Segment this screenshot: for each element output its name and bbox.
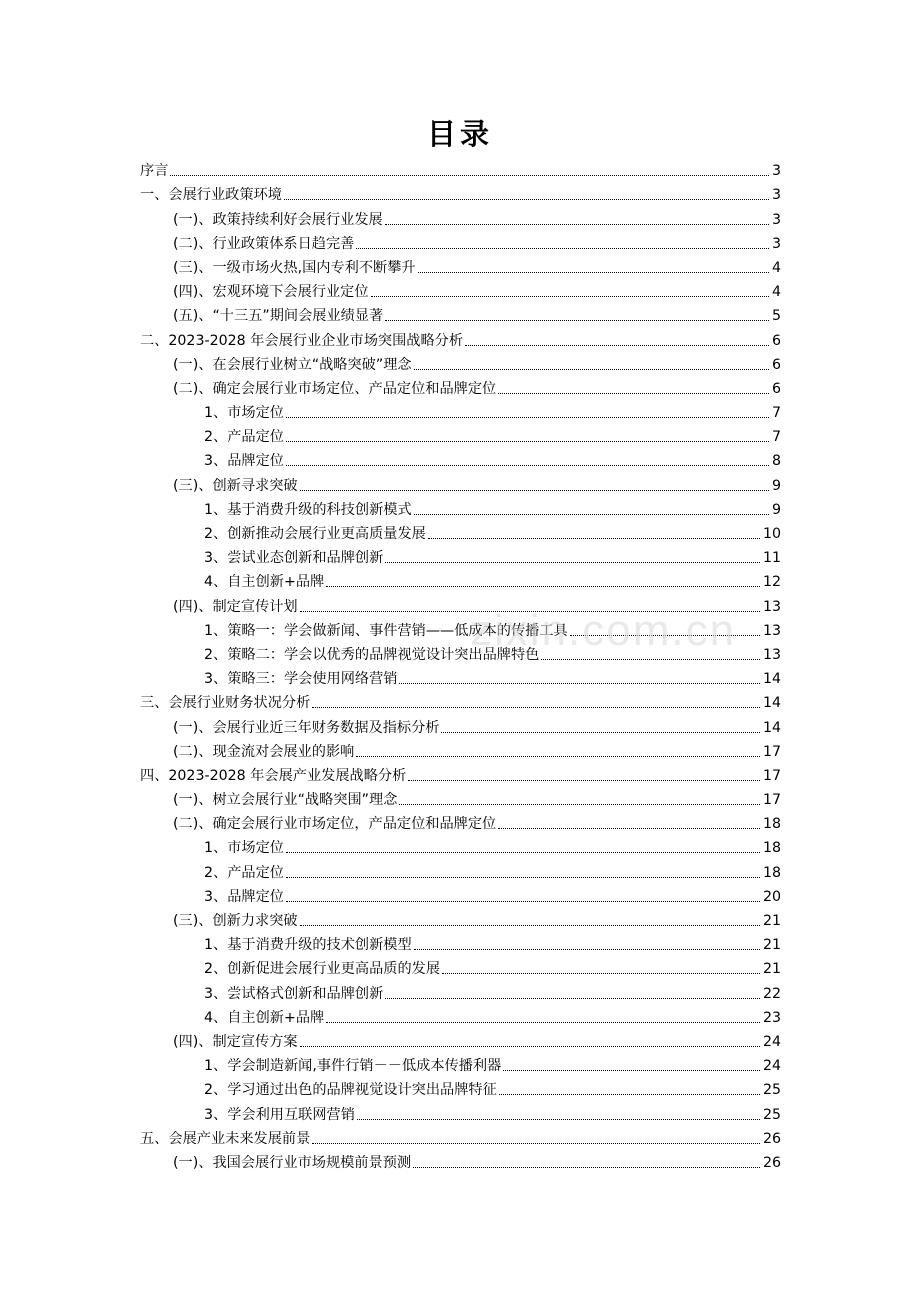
toc-entry-title: 一、会展行业政策环境 — [140, 187, 282, 204]
toc-dot-leader — [356, 756, 760, 757]
toc-entry-title: 2、创新推动会展行业更高质量发展 — [204, 526, 426, 542]
toc-entry-page-number: 4 — [771, 259, 781, 276]
toc-dot-leader — [300, 1046, 760, 1047]
toc-entry-title: 1、基于消费升级的科技创新模式 — [204, 501, 412, 518]
watermark-text: zixin.com.cn — [470, 606, 737, 655]
toc-entry-page-number: 24 — [762, 1058, 781, 1075]
toc-entry-title: (四)、宏观环境下会展行业定位 — [173, 284, 369, 301]
toc-entry[interactable] — [140, 980, 781, 1004]
toc-entry-page-number: 26 — [762, 1130, 781, 1147]
toc-entry-page-number: 14 — [762, 671, 781, 688]
toc-dot-leader — [286, 901, 760, 902]
toc-entry[interactable] — [140, 158, 781, 182]
toc-entry[interactable] — [140, 835, 781, 859]
toc-dot-leader — [356, 248, 769, 249]
toc-entry[interactable] — [140, 206, 781, 230]
toc-entry-page-number: 26 — [762, 1154, 781, 1171]
toc-entry-page-number: 14 — [762, 719, 781, 736]
toc-entry-page-number: 9 — [771, 477, 781, 494]
toc-entry-page-number: 25 — [762, 1082, 781, 1099]
toc-entry[interactable] — [140, 376, 781, 400]
toc-dot-leader — [385, 562, 760, 563]
toc-dot-leader — [312, 707, 760, 708]
toc-entry[interactable] — [140, 1150, 781, 1174]
toc-entry-page-number: 11 — [762, 550, 781, 567]
toc-entry[interactable] — [140, 884, 781, 908]
toc-dot-leader — [300, 925, 760, 926]
toc-entry-title: 4、自主创新+品牌 — [204, 574, 325, 591]
toc-entry-title: 2、策略二：学会以优秀的品牌视觉设计突出品牌特色 — [204, 646, 540, 663]
toc-entry[interactable] — [140, 1077, 781, 1101]
toc-entry[interactable] — [140, 690, 781, 714]
toc-dot-leader — [413, 1167, 760, 1168]
toc-dot-leader — [570, 635, 760, 636]
toc-entry[interactable] — [140, 472, 781, 496]
toc-entry-page-number: 17 — [762, 743, 781, 760]
toc-entry-title: 3、策略三：学会使用网络营销 — [204, 671, 398, 688]
toc-entry-title: (一)、我国会展行业市场规模前景预测 — [173, 1154, 412, 1171]
toc-entry-title: 2、创新促进会展行业更高品质的发展 — [204, 961, 441, 978]
toc-entry-title: 四、2023-2028 年会展产业发展战略分析 — [140, 767, 407, 784]
toc-entry-page-number: 13 — [762, 598, 781, 615]
toc-dot-leader — [441, 732, 759, 733]
toc-dot-leader — [357, 1119, 760, 1120]
toc-entry-title: 3、品牌定位 — [204, 453, 284, 470]
toc-entry-page-number: 18 — [762, 864, 781, 881]
toc-entry-title: 五、会展产业未来发展前景 — [140, 1130, 311, 1147]
toc-entry-title: 2、产品定位 — [204, 429, 284, 446]
toc-entry-title: 二、2023-2028 年会展行业企业市场突围战略分析 — [140, 332, 464, 349]
toc-entry-title: (一)、会展行业近三年财务数据及指标分析 — [173, 719, 440, 736]
toc-entry[interactable] — [140, 279, 781, 303]
toc-entry[interactable] — [140, 714, 781, 738]
toc-entry-title: (四)、制定宣传方案 — [173, 1033, 298, 1050]
toc-dot-leader — [286, 465, 769, 466]
toc-entry[interactable] — [140, 666, 781, 690]
toc-entry[interactable] — [140, 1005, 781, 1029]
toc-dot-leader — [503, 1070, 760, 1071]
toc-entry[interactable] — [140, 497, 781, 521]
toc-entry-page-number: 3 — [771, 187, 781, 204]
toc-dot-leader — [300, 611, 760, 612]
toc-dot-leader — [284, 199, 769, 200]
toc-entry[interactable] — [140, 182, 781, 206]
toc-dot-leader — [371, 296, 769, 297]
toc-entry-title: (一)、树立会展行业“战略突围”理念 — [173, 792, 398, 809]
toc-entry-page-number: 21 — [762, 961, 781, 978]
toc-entry-page-number: 3 — [771, 163, 781, 180]
toc-list — [140, 158, 781, 1174]
toc-dot-leader — [300, 490, 769, 491]
toc-entry[interactable] — [140, 859, 781, 883]
toc-entry-page-number: 18 — [762, 840, 781, 857]
toc-dot-leader — [499, 1094, 760, 1095]
toc-entry-title: 3、尝试业态创新和品牌创新 — [204, 550, 384, 567]
toc-entry-title: 序言 — [140, 163, 169, 180]
toc-entry-title: (一)、政策持续利好会展行业发展 — [173, 211, 383, 228]
toc-entry-page-number: 12 — [762, 574, 781, 591]
toc-entry[interactable] — [140, 1053, 781, 1077]
toc-entry[interactable] — [140, 303, 781, 327]
toc-entry-title: 3、品牌定位 — [204, 888, 284, 905]
toc-entry-page-number: 3 — [771, 211, 781, 228]
toc-entry[interactable] — [140, 1029, 781, 1053]
toc-entry[interactable] — [140, 739, 781, 763]
toc-entry[interactable] — [140, 327, 781, 351]
toc-dot-leader — [498, 393, 769, 394]
toc-entry[interactable] — [140, 545, 781, 569]
toc-entry-title: 1、市场定位 — [204, 840, 284, 857]
toc-dot-leader — [498, 828, 760, 829]
toc-dot-leader — [286, 417, 769, 418]
toc-entry[interactable] — [140, 787, 781, 811]
toc-entry-page-number: 13 — [762, 622, 781, 639]
toc-dot-leader — [399, 683, 759, 684]
toc-dot-leader — [286, 852, 760, 853]
toc-entry-page-number: 17 — [762, 767, 781, 784]
toc-entry-page-number: 17 — [762, 792, 781, 809]
toc-entry-title: (二)、行业政策体系日趋完善 — [173, 235, 355, 252]
toc-entry-page-number: 25 — [762, 1106, 781, 1123]
toc-entry-page-number: 5 — [771, 308, 781, 325]
toc-entry-title: (三)、一级市场火热,国内专利不断攀升 — [173, 259, 416, 276]
toc-entry[interactable] — [140, 255, 781, 279]
toc-entry-title: 2、学习通过出色的品牌视觉设计突出品牌特征 — [204, 1082, 497, 1099]
toc-entry-title: (四)、制定宣传计划 — [173, 598, 298, 615]
toc-entry-title: 1、基于消费升级的技术创新模型 — [204, 937, 412, 954]
toc-dot-leader — [326, 586, 760, 587]
toc-entry-page-number: 21 — [762, 913, 781, 929]
toc-entry-title: 1、策略一：学会做新闻、事件营销——低成本的传播工具 — [204, 622, 568, 639]
toc-entry-title: 三、会展行业财务状况分析 — [140, 695, 311, 712]
toc-entry-title: (三)、创新力求突破 — [173, 913, 298, 929]
toc-entry[interactable] — [140, 448, 781, 472]
toc-entry-title: (五)、“十三五”期间会展业绩显著 — [173, 308, 384, 325]
toc-entry-page-number: 6 — [771, 332, 781, 349]
toc-entry-page-number: 7 — [771, 429, 781, 446]
toc-entry[interactable] — [140, 1101, 781, 1125]
toc-entry[interactable] — [140, 956, 781, 980]
toc-entry-page-number: 10 — [762, 526, 781, 542]
toc-entry-page-number: 22 — [762, 985, 781, 1002]
toc-entry[interactable] — [140, 811, 781, 835]
toc-entry[interactable] — [140, 593, 781, 617]
toc-dot-leader — [418, 272, 769, 273]
toc-dot-leader — [414, 949, 760, 950]
toc-entry-title: (三)、创新寻求突破 — [173, 477, 298, 494]
toc-dot-leader — [414, 369, 769, 370]
toc-entry-page-number: 3 — [771, 235, 781, 252]
toc-entry-page-number: 21 — [762, 937, 781, 954]
toc-entry[interactable] — [140, 400, 781, 424]
toc-dot-leader — [541, 659, 760, 660]
toc-entry-title: (二)、确定会展行业市场定位，产品定位和品牌定位 — [173, 816, 497, 833]
toc-dot-leader — [385, 320, 769, 321]
toc-entry-title: 1、学会制造新闻,事件行销－－低成本传播利器 — [204, 1058, 502, 1075]
toc-entry-title: 3、学会利用互联网营销 — [204, 1106, 355, 1123]
toc-entry-title: (一)、在会展行业树立“战略突破”理念 — [173, 356, 412, 373]
toc-title: 目录 — [426, 117, 493, 151]
toc-entry-title: 2、产品定位 — [204, 864, 284, 881]
toc-dot-leader — [170, 175, 769, 176]
toc-dot-leader — [385, 998, 760, 999]
toc-entry-page-number: 9 — [771, 501, 781, 518]
toc-entry[interactable] — [140, 521, 781, 545]
toc-entry-page-number: 4 — [771, 284, 781, 301]
toc-dot-leader — [428, 538, 760, 539]
toc-entry-title: 4、自主创新+品牌 — [204, 1009, 325, 1026]
toc-entry-title: (二)、确定会展行业市场定位、产品定位和品牌定位 — [173, 380, 497, 397]
toc-entry-title: 3、尝试格式创新和品牌创新 — [204, 985, 384, 1002]
toc-entry-page-number: 14 — [762, 695, 781, 712]
toc-entry[interactable] — [140, 908, 781, 932]
toc-entry[interactable] — [140, 642, 781, 666]
toc-entry-page-number: 7 — [771, 405, 781, 422]
toc-dot-leader — [286, 877, 760, 878]
toc-entry-page-number: 6 — [771, 380, 781, 397]
toc-entry[interactable] — [140, 618, 781, 642]
toc-dot-leader — [465, 345, 769, 346]
toc-entry[interactable] — [140, 352, 781, 376]
toc-entry-page-number: 20 — [762, 888, 781, 905]
toc-entry-page-number: 13 — [762, 646, 781, 663]
toc-dot-leader — [414, 514, 769, 515]
toc-entry[interactable] — [140, 1126, 781, 1150]
toc-dot-leader — [408, 780, 760, 781]
toc-entry[interactable] — [140, 932, 781, 956]
toc-entry-page-number: 24 — [762, 1033, 781, 1050]
toc-dot-leader — [326, 1022, 760, 1023]
toc-entry-title: 1、市场定位 — [204, 405, 284, 422]
toc-entry-page-number: 8 — [771, 453, 781, 470]
toc-entry[interactable] — [140, 569, 781, 593]
toc-entry-page-number: 6 — [771, 356, 781, 373]
toc-entry-page-number: 23 — [762, 1009, 781, 1026]
toc-dot-leader — [312, 1143, 760, 1144]
toc-entry-page-number: 18 — [762, 816, 781, 833]
toc-dot-leader — [385, 224, 769, 225]
toc-entry[interactable] — [140, 424, 781, 448]
toc-entry[interactable] — [140, 763, 781, 787]
toc-dot-leader — [399, 804, 760, 805]
toc-dot-leader — [286, 441, 769, 442]
toc-entry[interactable] — [140, 231, 781, 255]
toc-dot-leader — [442, 973, 760, 974]
toc-entry-title: (二)、现金流对会展业的影响 — [173, 743, 355, 760]
